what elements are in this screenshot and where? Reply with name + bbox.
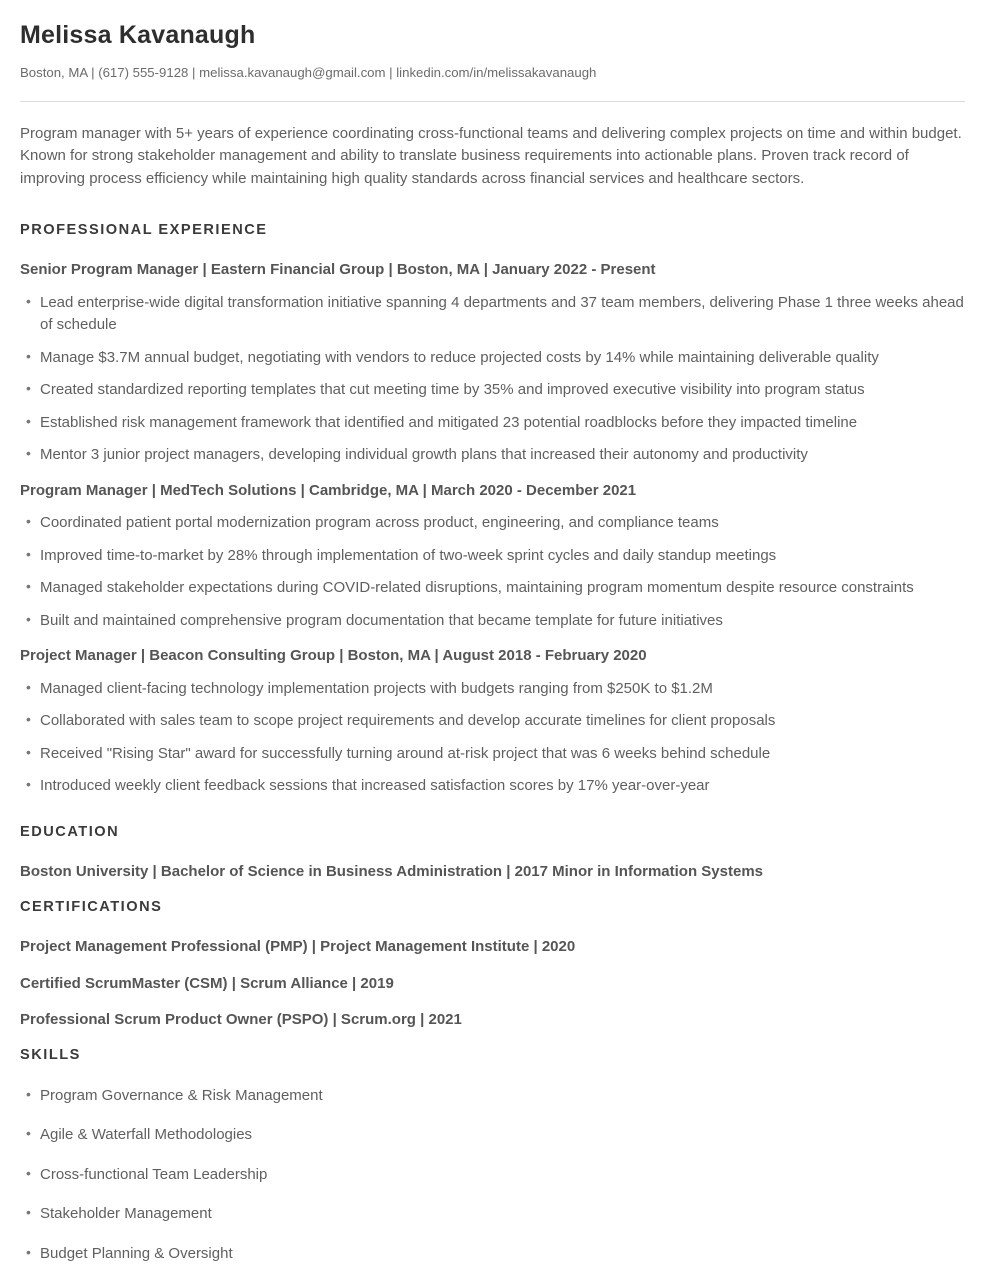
contact-line: Boston, MA | (617) 555-9128 | melissa.kavanaugh@gmail.com | linkedin.com/in/melissakavanaugh	[20, 64, 597, 80]
job-bullet: • Built and maintained comprehensive program documentation that became template for future initiatives	[20, 610, 965, 633]
section-heading-certifications: CERTIFICATIONS	[20, 899, 163, 916]
job-bullet: • Mentor 3 junior project managers, developing individual growth plans that increased their autonomy and productivity	[20, 444, 965, 467]
job-bullet-list	[20, 512, 967, 632]
job-bullet: • Managed client-facing technology implementation projects with budgets ranging from $250K to $1.2M	[20, 678, 965, 701]
job-bullet: • Created standardized reporting templates that cut meeting time by 35% and improved executive visibility into program status	[20, 379, 965, 402]
certification-entry: Project Management Professional (PMP) | Project Management Institute | 2020	[20, 938, 576, 956]
candidate-name: Melissa Kavanaugh	[20, 21, 256, 49]
skills-list	[20, 1085, 967, 1266]
skill-item: • Agile & Waterfall Methodologies	[20, 1124, 967, 1147]
section-heading-experience: PROFESSIONAL EXPERIENCE	[20, 222, 268, 239]
section-skills	[20, 1047, 967, 1266]
skill-item: • Stakeholder Management	[20, 1203, 967, 1226]
experience-entry	[20, 646, 967, 798]
skill-item: • Budget Planning & Oversight	[20, 1243, 967, 1266]
job-title: Project Manager | Beacon Consulting Group | Boston, MA | August 2018 - February 2020	[20, 647, 647, 665]
job-bullet: • Improved time-to-market by 28% through implementation of two-week sprint cycles and daily standup meetings	[20, 545, 965, 568]
job-bullet-list	[20, 292, 967, 467]
header-divider	[20, 101, 965, 102]
education-entry: Boston University | Bachelor of Science in Business Administration | 2017 Minor in Information Systems	[20, 862, 764, 880]
skill-item: • Cross-functional Team Leadership	[20, 1164, 967, 1187]
job-bullet: • Received "Rising Star" award for successfully turning around at-risk project that was 6 weeks behind schedule	[20, 743, 965, 766]
skill-item: • Program Governance & Risk Management	[20, 1085, 967, 1108]
job-bullet: • Lead enterprise-wide digital transformation initiative spanning 4 departments and 37 team members, delivering Phase 1 three weeks ahead of schedule	[20, 292, 965, 337]
job-bullet-list	[20, 678, 967, 798]
certification-entry: Professional Scrum Product Owner (PSPO) | Scrum.org | 2021	[20, 1011, 462, 1029]
professional-summary: Program manager with 5+ years of experience coordinating cross-functional teams and delivering complex projects on time and within budget. Known for strong stakeholder management and ability to translate business requirements into actionable plans. Proven track record of improving process efficiency while maintaining high quality standards across financial services and healthcare sectors.	[20, 124, 962, 188]
section-heading-skills: SKILLS	[20, 1046, 81, 1063]
section-heading-education: EDUCATION	[20, 823, 120, 840]
experience-entry	[20, 260, 967, 467]
job-bullet: • Established risk management framework that identified and mitigated 23 potential roadblocks before they impacted timeline	[20, 412, 965, 435]
job-bullet: • Managed stakeholder expectations during COVID-related disruptions, maintaining program momentum despite resource constraints	[20, 577, 965, 600]
section-certifications	[20, 899, 967, 1030]
job-bullet: • Introduced weekly client feedback sessions that increased satisfaction scores by 17% year-over-year	[20, 775, 965, 798]
job-title: Program Manager | MedTech Solutions | Cambridge, MA | March 2020 - December 2021	[20, 481, 637, 499]
job-bullet: • Manage $3.7M annual budget, negotiating with vendors to reduce projected costs by 14% while maintaining deliverable quality	[20, 347, 965, 370]
certification-entry: Certified ScrumMaster (CSM) | Scrum Alliance | 2019	[20, 974, 394, 992]
section-education	[20, 824, 967, 882]
section-professional-experience	[20, 222, 967, 798]
experience-entry	[20, 481, 967, 633]
job-title: Senior Program Manager | Eastern Financial Group | Boston, MA | January 2022 - Present	[20, 261, 656, 279]
job-bullet: • Coordinated patient portal modernization program across product, engineering, and compliance teams	[20, 512, 965, 535]
job-bullet: • Collaborated with sales team to scope project requirements and develop accurate timelines for client proposals	[20, 710, 965, 733]
